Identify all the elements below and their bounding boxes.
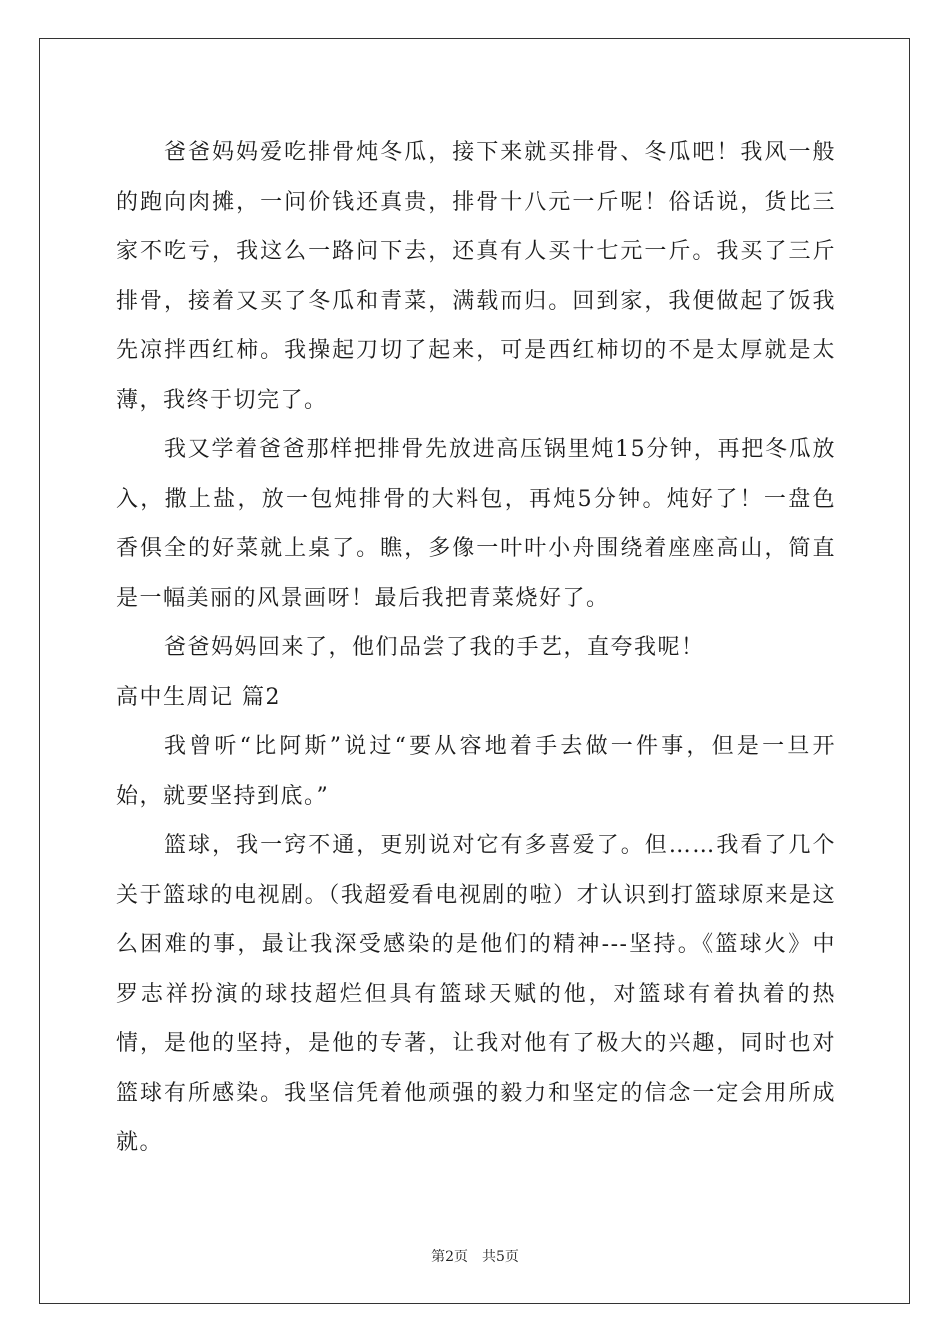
paragraph-2: 我又学着爸爸那样把排骨先放进高压锅里炖15分钟，再把冬瓜放入，撒上盐，放一包炖排骨的大料包，再炖5分钟。炖好了！一盘色香俱全的好菜就上桌了。瞧，多像一叶叶小舟围绕着座座高山，简直是一幅美丽的风景画呀！最后我把青菜烧好了。	[116, 437, 836, 611]
paragraph-1: 爸爸妈妈爱吃排骨炖冬瓜，接下来就买排骨、冬瓜吧！我风一般的跑向肉摊，一问价钱还真贵，排骨十八元一斤呢！俗话说，货比三家不吃亏，我这么一路问下去，还真有人买十七元一斤。我买了三斤排骨，接着又买了冬瓜和青菜，满载而归。回到家，我便做起了饭我先凉拌西红柿。我操起刀切了起来，可是西红柿切的不是太厚就是太薄，我终于切完了。	[116, 140, 836, 413]
section-heading: 高中生周记 篇2	[116, 684, 281, 710]
total-pages-label: 共5页	[482, 1249, 519, 1265]
paragraph-4: 我曾听“比阿斯”说过“要从容地着手去做一件事，但是一旦开始，就要坚持到底。”	[116, 734, 836, 809]
current-page-label: 第2页	[431, 1249, 468, 1265]
paragraph-5: 篮球，我一窍不通，更别说对它有多喜爱了。但……我看了几个关于篮球的电视剧。（我超爱看电视剧的啦）才认识到打篮球原来是这么困难的事，最让我深受感染的是他们的精神---坚持。《篮球火》中罗志祥扮演的球技超烂但具有篮球天赋的他，对篮球有着执着的热情，是他的坚持，是他的专著，让我对他有了极大的兴趣，同时也对篮球有所感染。我坚信凭着他顽强的毅力和坚定的信念一定会用所成就。	[116, 833, 836, 1155]
document-body	[116, 128, 836, 1168]
paragraph-3: 爸爸妈妈回来了，他们品尝了我的手艺，直夸我呢！	[164, 635, 705, 660]
page-footer	[0, 1246, 950, 1266]
